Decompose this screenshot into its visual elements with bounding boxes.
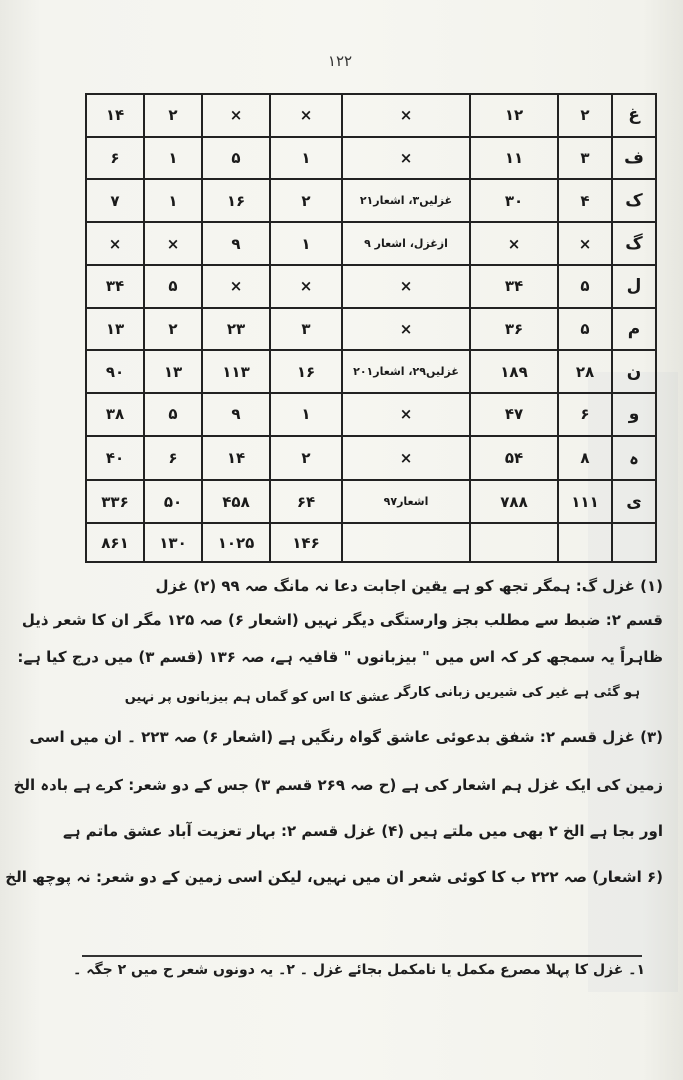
- table-cell: ۱۴۶: [270, 523, 342, 562]
- table-row: [86, 523, 656, 562]
- table-cell: ۳۳۶: [86, 480, 144, 523]
- table-cell: ۵: [144, 265, 202, 308]
- table-row-letter: ف: [612, 137, 656, 180]
- table-cell: ۱۳۰: [144, 523, 202, 562]
- table-row-letter: [612, 523, 656, 562]
- table-cell: اشعار۹۷: [342, 480, 470, 523]
- table-cell: ۲: [144, 94, 202, 137]
- table-cell: ×: [470, 222, 558, 265]
- table-cell: ×: [342, 436, 470, 481]
- table-cell: ۱۲: [470, 94, 558, 137]
- table-cell: ×: [342, 94, 470, 137]
- table-cell: ×: [144, 222, 202, 265]
- table-row-letter: ک: [612, 179, 656, 222]
- table-cell: ۱۰۲۵: [202, 523, 270, 562]
- paragraph-line-3: ظاہراً یہ سمجھ کر کہ اس میں " بیزبانوں " قافیہ ہے، صہ ۱۳۶ (قسم ۳) میں درج کیا ہے:: [17, 648, 663, 666]
- table-row: [86, 265, 656, 308]
- table-cell: ۷: [86, 179, 144, 222]
- table-cell: ۳۶: [470, 308, 558, 351]
- footnote: ۱۔ غزل کا پہلا مصرع مکمل یا نامکمل بجائے غزل ۔ ۲۔ یہ دونوں شعر ح میں ۲ جگہ ۔: [73, 962, 645, 978]
- table-cell: ۹۰: [86, 350, 144, 393]
- table-cell: ۱۶: [270, 350, 342, 393]
- table-cell: ۲۸: [558, 350, 612, 393]
- table-cell: ۱: [270, 137, 342, 180]
- table-row-letter: م: [612, 308, 656, 351]
- table-cell: ۱۶: [202, 179, 270, 222]
- table-row: [86, 94, 656, 137]
- table-cell: ۱۱۱: [558, 480, 612, 523]
- table-cell: ۶: [144, 436, 202, 481]
- statistics-table: [85, 93, 657, 563]
- table-cell: ۳۴: [86, 265, 144, 308]
- table-cell: ۲: [270, 179, 342, 222]
- table-cell: ۹: [202, 222, 270, 265]
- table-cell: ×: [558, 222, 612, 265]
- table-cell: ۱۱۳: [202, 350, 270, 393]
- table-cell: ۶: [558, 393, 612, 436]
- table-cell: ۱۸۹: [470, 350, 558, 393]
- table-cell: ۴۰: [86, 436, 144, 481]
- table-cell: ۱: [144, 137, 202, 180]
- table-cell: ۱: [270, 222, 342, 265]
- table-cell: غزلیں۳، اشعار۲۱: [342, 179, 470, 222]
- table-cell: ۳۰: [470, 179, 558, 222]
- table-cell: ۲: [558, 94, 612, 137]
- paragraph-line-4: (۳) غزل قسم ۲: شفق بدعوئی عاشق گواہ رنگیں ہے (اشعار ۶) صہ ۲۲۳ ۔ ان میں اسی: [29, 728, 663, 746]
- table-row: [86, 350, 656, 393]
- verse-second-hemistich: عشق کا اس کو گماں ہم بیزبانوں پر نہیں: [124, 690, 390, 705]
- paragraph-line-2: قسم ۲: ضبط سے مطلب بجز وارستگی دیگر نہیں (اشعار ۶) صہ ۱۲۵ مگر ان کا شعر ذیل: [21, 611, 663, 629]
- table-cell: ×: [342, 393, 470, 436]
- table-cell: ۱۴: [202, 436, 270, 481]
- table-cell: ۱۳: [86, 308, 144, 351]
- table-cell: ۶۴: [270, 480, 342, 523]
- table-cell: [342, 523, 470, 562]
- table-cell: ۴۷: [470, 393, 558, 436]
- table-cell: ۵۰: [144, 480, 202, 523]
- table-row-letter: و: [612, 393, 656, 436]
- table-cell: ۵۴: [470, 436, 558, 481]
- table-cell: ×: [202, 265, 270, 308]
- table-cell: ۱۱: [470, 137, 558, 180]
- table-cell: ×: [342, 265, 470, 308]
- table-row: [86, 480, 656, 523]
- table-row-letter: ل: [612, 265, 656, 308]
- table-cell: ازغزل، اشعار ۹: [342, 222, 470, 265]
- table-cell: ۲۳: [202, 308, 270, 351]
- table-cell: ۵: [202, 137, 270, 180]
- table-cell: ۲: [144, 308, 202, 351]
- table-cell: ۳۸: [86, 393, 144, 436]
- table-cell: ۳۴: [470, 265, 558, 308]
- table-cell: ×: [202, 94, 270, 137]
- table-cell: [558, 523, 612, 562]
- verse-first-hemistich: ہو گئی ہے غیر کی شیریں زبانی کارگر: [394, 685, 640, 700]
- table-cell: ۲: [270, 436, 342, 481]
- table-cell: غزلیں۲۹، اشعار۲۰۱: [342, 350, 470, 393]
- table-cell: ×: [270, 265, 342, 308]
- page-number: ۱۲۲: [327, 52, 353, 70]
- table-row: [86, 222, 656, 265]
- table-cell: ×: [270, 94, 342, 137]
- table-cell: ۳: [558, 137, 612, 180]
- table-row: [86, 393, 656, 436]
- paragraph-line-5: زمین کی ایک غزل ہم اشعار کی ہے (ح صہ ۲۶۹ قسم ۳) جس کے دو شعر: کرے ہے بادہ الخ: [13, 776, 663, 794]
- table-cell: ۸۶۱: [86, 523, 144, 562]
- table-cell: ۱: [144, 179, 202, 222]
- table-cell: ۱: [270, 393, 342, 436]
- table-cell: ۶: [86, 137, 144, 180]
- table-cell: ۱۳: [144, 350, 202, 393]
- table-cell: ۵: [558, 308, 612, 351]
- table-row-letter: گ: [612, 222, 656, 265]
- table-cell: ۳: [270, 308, 342, 351]
- table-cell: [470, 523, 558, 562]
- table-row-letter: ی: [612, 480, 656, 523]
- table-row-letter: ہ: [612, 436, 656, 481]
- footnote-rule: [82, 955, 642, 957]
- table-cell: ×: [342, 308, 470, 351]
- table-cell: ×: [342, 137, 470, 180]
- table-row: [86, 137, 656, 180]
- table-cell: ۴۵۸: [202, 480, 270, 523]
- paragraph-line-7: (۶ اشعار) صہ ۲۲۲ ب کا کوئی شعر ان میں نہیں، لیکن اسی زمین کے دو شعر: نہ پوچھ الخ: [5, 868, 663, 886]
- table-cell: ۱۴: [86, 94, 144, 137]
- table-row-letter: ن: [612, 350, 656, 393]
- table-row: [86, 308, 656, 351]
- table-cell: ۹: [202, 393, 270, 436]
- table-cell: ۵: [558, 265, 612, 308]
- table-row-letter: غ: [612, 94, 656, 137]
- table-cell: ۸: [558, 436, 612, 481]
- table-row: [86, 436, 656, 481]
- table-cell: ×: [86, 222, 144, 265]
- table-row: [86, 179, 656, 222]
- paragraph-line-1: (۱) غزل گ: ہمگر تجھ کو ہے یقین اجابت دعا نہ مانگ صہ ۹۹ (۲) غزل: [155, 577, 663, 595]
- table-cell: ۴: [558, 179, 612, 222]
- paragraph-line-6: اور بجا ہے الخ ۲ بھی میں ملتے ہیں (۴) غزل قسم ۲: بہار تعزیت آباد عشق ماتم ہے: [63, 822, 663, 840]
- table-cell: ۵: [144, 393, 202, 436]
- table-cell: ۷۸۸: [470, 480, 558, 523]
